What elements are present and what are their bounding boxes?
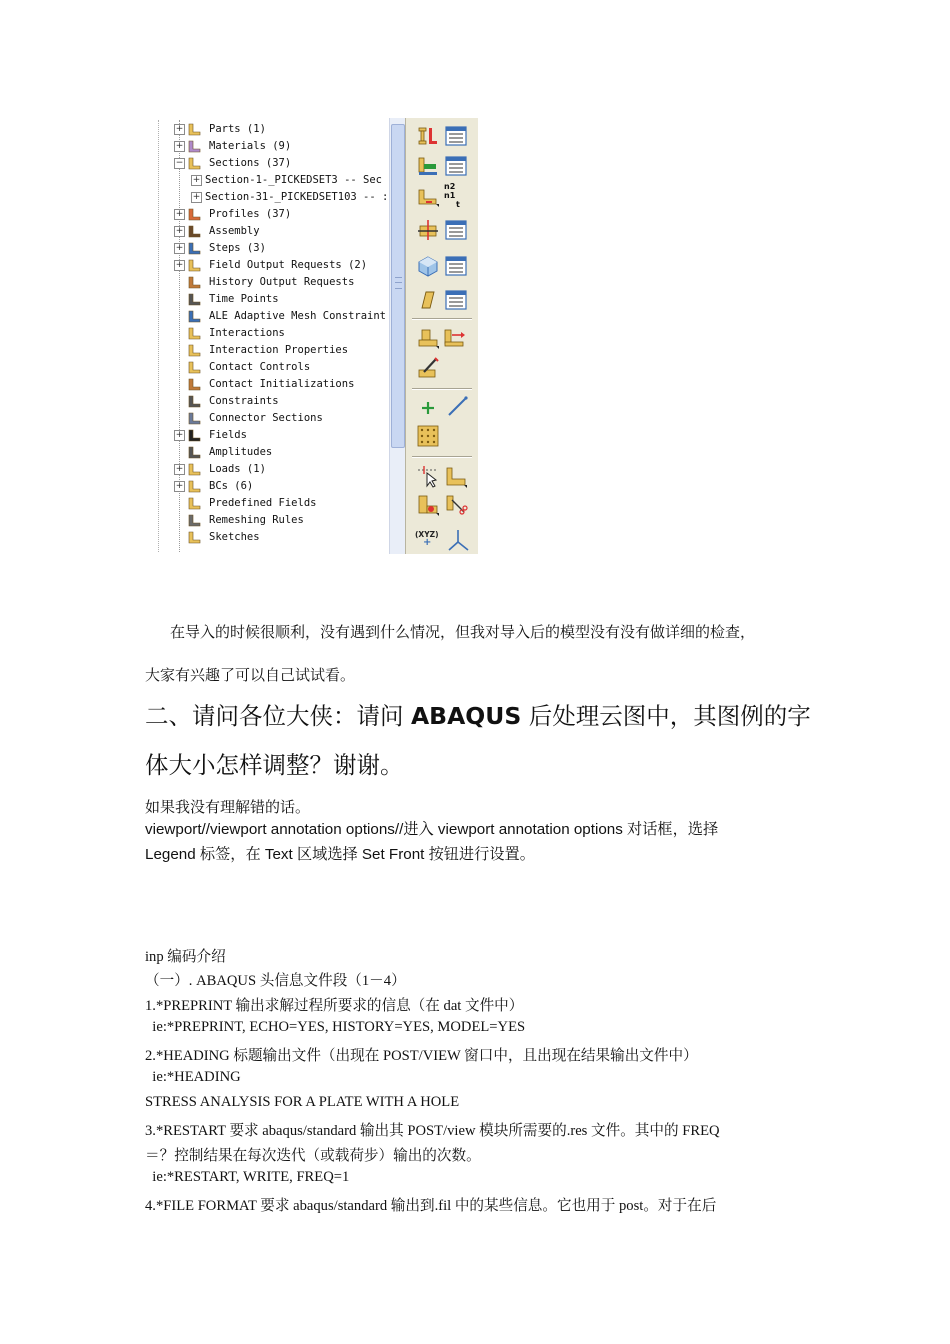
tree-item-label: Constraints (209, 395, 279, 407)
special-inertia-icon[interactable] (416, 326, 440, 350)
tree-item[interactable] (145, 410, 389, 427)
tree-item-label: Assembly (209, 225, 260, 237)
cut-icon[interactable] (444, 492, 468, 516)
manager-icon[interactable] (444, 154, 468, 178)
manager-icon[interactable] (444, 218, 468, 242)
tree-node-icon (187, 513, 202, 528)
part-cube-icon[interactable] (416, 254, 440, 278)
tree-item[interactable] (145, 291, 389, 308)
tree-node-icon (187, 462, 202, 477)
tree-item[interactable] (145, 342, 389, 359)
tree-item[interactable] (145, 189, 389, 206)
tree-node-icon (187, 411, 202, 426)
tree-item[interactable] (145, 359, 389, 376)
tree-item-label: Remeshing Rules (209, 514, 304, 526)
tree-node-icon (187, 479, 202, 494)
reference-points-grid-icon[interactable] (416, 424, 440, 448)
beam-orientation-icon[interactable]: n2 n1 t (444, 182, 460, 209)
expand-icon[interactable]: + (175, 243, 184, 253)
skin-icon[interactable] (416, 288, 440, 312)
tree-node-icon (187, 241, 202, 256)
tree-item-label: Time Points (209, 293, 279, 305)
tree-item-label: Section-1-_PICKEDSET3 -- Sec (205, 174, 383, 186)
tree-item[interactable] (145, 121, 389, 138)
expand-icon[interactable]: + (175, 209, 184, 219)
tree-item[interactable] (145, 155, 389, 172)
paragraph-1-line-2: 大家有兴趣了可以自己试试看。 (145, 666, 356, 684)
tree-item-label: Sections (37) (209, 157, 292, 169)
tree-node-icon (187, 394, 202, 409)
scrollbar-thumb[interactable] (391, 124, 405, 448)
assign-section-icon[interactable] (416, 184, 440, 208)
tree-item-label: Loads (1) (209, 463, 266, 475)
section-create-icon[interactable] (416, 154, 440, 178)
tree-item[interactable] (145, 308, 389, 325)
inp-item-3-cont: ＝？控制结果在每次迭代（或载荷步）输出的次数。 (145, 1148, 481, 1164)
abaqus-model-tree-screenshot (145, 118, 478, 554)
expand-icon[interactable]: + (175, 141, 184, 151)
tree-item-label: ALE Adaptive Mesh Constraint (209, 310, 387, 322)
partition-icon[interactable] (444, 464, 468, 488)
tree-item[interactable] (145, 529, 389, 546)
tree-item-label: Field Output Requests (2) (209, 259, 368, 271)
tree-item[interactable] (145, 393, 389, 410)
spring-dashpot-icon[interactable] (442, 326, 466, 350)
tree-item[interactable] (145, 240, 389, 257)
tree-node-icon (187, 360, 202, 375)
inp-item-2: 2.*HEADING 标题输出文件（出现在 POST/VIEW 窗口中，且出现在结果输出文件中） (145, 1048, 698, 1064)
tree-item[interactable] (145, 512, 389, 529)
inp-item-3: 3.*RESTART 要求 abaqus/standard 输出其 POST/view 模块所需要的.res 文件。其中的 FREQ (145, 1123, 720, 1139)
question-heading-line-2: 体大小怎样调整？谢谢。 (145, 751, 404, 779)
answer-line-3: Legend 标签，在 Text 区域选择 Set Front 按钮进行设置。 (145, 846, 535, 863)
tree-item-label: Interactions (209, 327, 285, 339)
tree-scrollbar[interactable] (389, 118, 405, 554)
tree-item-label: Section-31-_PICKEDSET103 -- : (205, 191, 389, 203)
module-toolbox (405, 118, 478, 554)
model-tree (145, 118, 389, 554)
inp-subsection-1: （一）. ABAQUS 头信息文件段（1－4） (145, 973, 406, 989)
tree-item[interactable] (145, 427, 389, 444)
tree-item-label: Profiles (37) (209, 208, 292, 220)
manager-icon[interactable] (444, 254, 468, 278)
add-point-icon[interactable] (416, 396, 440, 420)
tree-item[interactable] (145, 376, 389, 393)
xyz-coordinate-icon[interactable]: (XYZ) + (415, 530, 439, 548)
tree-item[interactable] (145, 478, 389, 495)
expand-icon[interactable]: + (175, 260, 184, 270)
inp-item-3-example: ie:*RESTART, WRITE, FREQ=1 (145, 1169, 350, 1185)
tree-item-label: Parts (1) (209, 123, 266, 135)
query-select-icon[interactable] (416, 464, 440, 488)
tree-item[interactable] (145, 274, 389, 291)
tree-item[interactable] (145, 172, 389, 189)
datum-axis-icon[interactable] (446, 394, 470, 418)
datum-csys-icon[interactable] (446, 528, 470, 552)
material-orientation-icon[interactable] (416, 218, 440, 242)
repair-icon[interactable] (416, 492, 440, 516)
tree-item-label: Interaction Properties (209, 344, 349, 356)
tree-node-icon (187, 496, 202, 511)
inp-section-title: inp 编码介绍 (145, 949, 226, 965)
tree-node-icon (187, 156, 202, 171)
tree-node-icon (187, 207, 202, 222)
answer-line-1: 如果我没有理解错的话。 (145, 798, 311, 816)
inp-item-2-example: ie:*HEADING (145, 1069, 241, 1085)
inp-item-1: 1.*PREPRINT 输出求解过程所要求的信息（在 dat 文件中） (145, 998, 524, 1014)
tree-item-label: BCs (6) (209, 480, 254, 492)
inp-item-4: 4.*FILE FORMAT 要求 abaqus/standard 输出到.fil 中的某些信息。它也用于 post。对于在后 (145, 1198, 717, 1214)
inp-item-1-example: ie:*PREPRINT, ECHO=YES, HISTORY=YES, MODEL=YES (145, 1019, 526, 1035)
expand-icon[interactable]: + (192, 192, 201, 202)
tree-node-icon (187, 122, 202, 137)
edit-attribute-icon[interactable] (416, 356, 440, 380)
tree-node-icon (187, 275, 202, 290)
tree-item-label: Materials (9) (209, 140, 292, 152)
tree-node-icon (187, 530, 202, 545)
tree-item-label: Steps (3) (209, 242, 266, 254)
tree-item-label: Fields (209, 429, 247, 441)
expand-icon[interactable]: + (175, 464, 184, 474)
collapse-icon[interactable]: − (175, 158, 184, 168)
material-create-icon[interactable] (416, 124, 440, 148)
tree-node-icon (187, 428, 202, 443)
tree-item-label: Predefined Fields (209, 497, 317, 509)
tree-node-icon (187, 139, 202, 154)
tree-node-icon (187, 343, 202, 358)
tree-item-label: Connector Sections (209, 412, 323, 424)
tree-item[interactable] (145, 223, 389, 240)
tree-node-icon (187, 445, 202, 460)
tree-item[interactable] (145, 444, 389, 461)
tree-item[interactable] (145, 461, 389, 478)
paragraph-1-line-1: 在导入的时候很顺利，没有遇到什么情况，但我对导入后的模型没有没有做详细的检查， (170, 623, 756, 641)
expand-icon[interactable]: + (192, 175, 201, 185)
tree-node-icon (187, 224, 202, 239)
inp-item-2-example-cont: STRESS ANALYSIS FOR A PLATE WITH A HOLE (145, 1094, 460, 1110)
tree-item-label: Contact Initializations (209, 378, 355, 390)
tree-item-label: Sketches (209, 531, 260, 543)
tree-item-label: History Output Requests (209, 276, 355, 288)
tree-item-label: Contact Controls (209, 361, 311, 373)
tree-item[interactable] (145, 495, 389, 512)
tree-item[interactable] (145, 257, 389, 274)
tree-node-icon (187, 309, 202, 324)
tree-node-icon (187, 326, 202, 341)
tree-item-label: Amplitudes (209, 446, 273, 458)
manager-icon[interactable] (444, 124, 468, 148)
tree-item[interactable] (145, 325, 389, 342)
tree-item[interactable] (145, 138, 389, 155)
tree-node-icon (187, 258, 202, 273)
tree-node-icon (187, 292, 202, 307)
answer-line-2: viewport//viewport annotation options//进入 viewport annotation options 对话框，选择 (145, 821, 719, 838)
expand-icon[interactable]: + (175, 481, 184, 491)
question-heading-line-1: 二、请问各位大侠：请问 ABAQUS 后处理云图中，其图例的字 (145, 702, 811, 730)
tree-item[interactable] (145, 206, 389, 223)
expand-icon[interactable]: + (175, 124, 184, 134)
expand-icon[interactable]: + (175, 430, 184, 440)
expand-icon[interactable]: + (175, 226, 184, 236)
manager-icon[interactable] (444, 288, 468, 312)
tree-node-icon (187, 377, 202, 392)
